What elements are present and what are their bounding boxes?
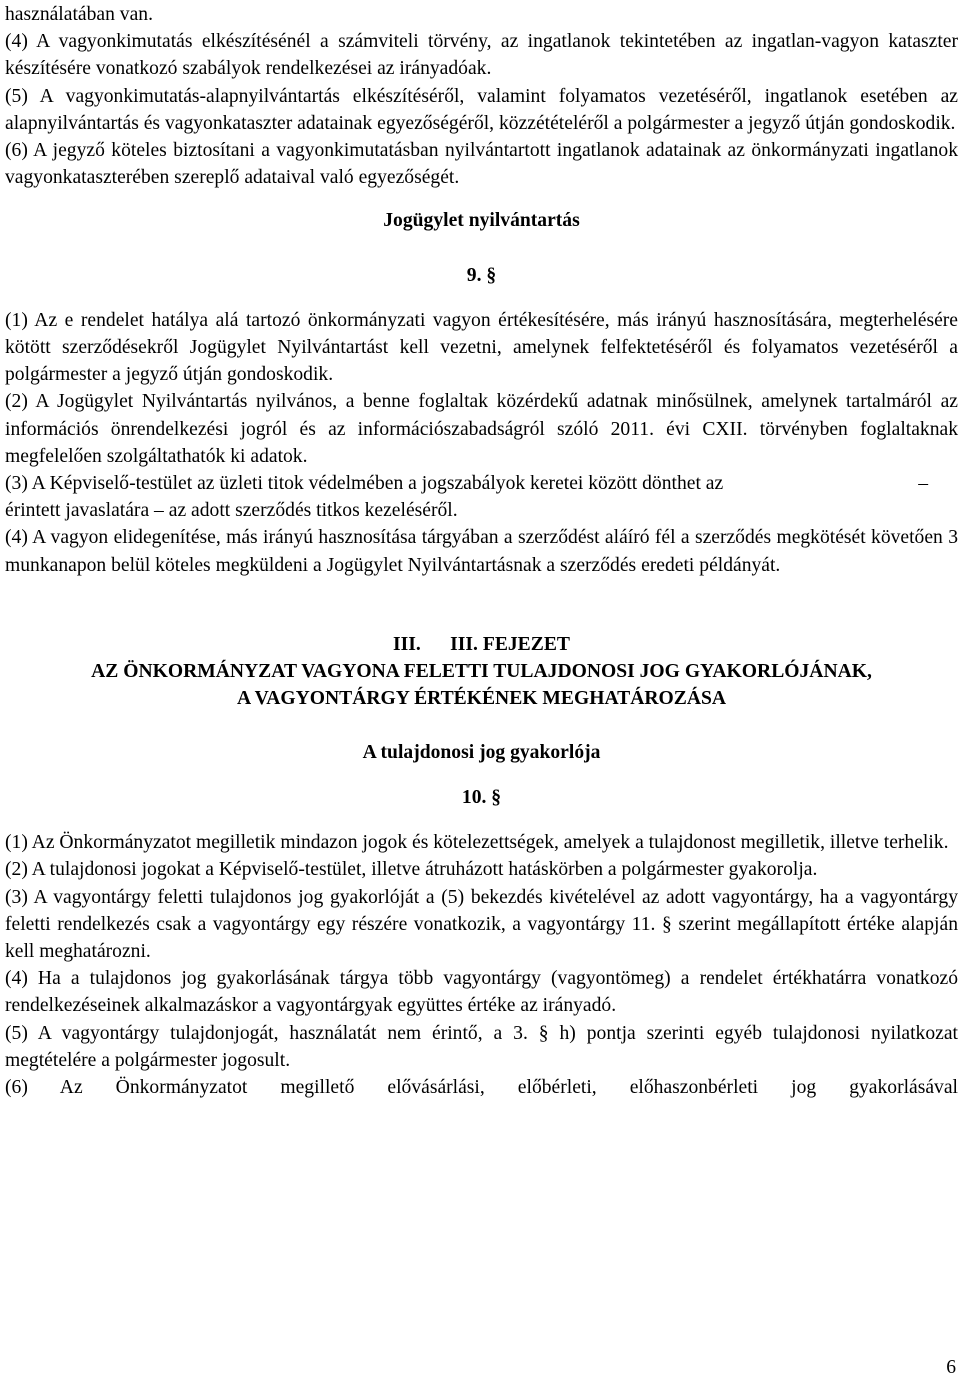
chapter-title-line-1: AZ ÖNKORMÁNYZAT VAGYONA FELETTI TULAJDONOSI JOG GYAKORLÓJÁNAK, [91,660,872,682]
s9-paragraph-3-line1 [5,470,958,497]
section-10-title: A tulajdonosi jog gyakorlója [362,741,601,763]
s10-paragraph-6: (6) Az Önkormányzatot megillető elővásárlási, előbérleti, előhaszonbérleti jog gyakorlásával [5,1077,958,1099]
s9-paragraph-3-text: (3) A Képviselő-testület az üzleti titok védelmében a jogszabályok keretei között dönthet az [5,473,724,495]
s10-paragraph-5: (5) A vagyontárgy tulajdonjogát, használatát nem érintő, a 3. § h) pontja szerinti egyéb tulajdonosi nyilatkozat megtételére a polgármester jogosult. [5,1022,958,1071]
s9-paragraph-3-line2: érintett javaslatára – az adott szerződés titkos kezeléséről. [5,500,458,522]
s9-paragraph-4: (4) A vagyon elidegenítése, más irányú hasznosítása tárgyában a szerződést aláíró fél a szerződés megkötését követően 3 munkanapon belül köteles megküldeni a Jogügylet Nyilvántartásnak a szerződés eredeti példányát. [5,527,958,576]
s10-paragraph-4: (4) Ha a tulajdonos jog gyakorlásának tárgya több vagyontárgy (vagyontömeg) a rendelet értékhatárra vonatkozó rendelkezéseinek alkalmazáskor a vagyontárgyak együttes értéke az irányadó. [5,968,958,1017]
s10-paragraph-1: (1) Az Önkormányzatot megilletik mindazon jogok és kötelezettségek, amelyek a tulajdonost megilletik, illetve terhelik. [5,832,949,854]
chapter-label: III. III. FEJEZET [393,633,570,655]
s8-paragraph-6: (6) A jegyző köteles biztosítani a vagyonkimutatásban nyilvántartott ingatlanok adatainak az önkormányzati ingatlanok vagyonkataszterében szereplő adataival való egyezőségét. [5,140,958,189]
s9-paragraph-3-dash: – [918,473,928,495]
s8-paragraph-5: (5) A vagyonkimutatás-alapnyilvántartás elkészítéséről, valamint folyamatos vezetéséről, ingatlanok esetében az alapnyilvántartás és vagyonkataszter adatainak egyezőségéről, közzétételéről a polgármester a jegyző útján gondoskodik. [5,85,958,134]
s10-paragraph-2: (2) A tulajdonosi jogokat a Képviselő-testület, illetve átruházott hatáskörben a polgármester gyakorolja. [5,859,818,881]
document-page [5,0,958,1101]
section-9-title: Jogügylet nyilvántartás [383,210,580,232]
page-number: 6 [946,1357,956,1378]
section-9-number: 9. § [466,264,497,286]
s9-paragraph-2: (2) A Jogügylet Nyilvántartás nyilvános, a benne foglaltak közérdekű adatnak minősülnek, amelynek tartalmáról az információs önrendelkezési jogról és az információszabadságról szóló 2011. évi CXII. törvényben foglaltaknak megfelelően szolgáltathatók ki adatok. [5,391,958,467]
s9-paragraph-1: (1) Az e rendelet hatálya alá tartozó önkormányzati vagyon értékesítésére, más irányú hasznosítására, megterhelésére kötött szerződésekről Jogügylet Nyilvántartást kell vezetni, amelynek felfektetéséről és folyamatos vezetéséről a polgármester a jegyző útján gondoskodik. [5,309,958,386]
chapter-title-line-2: A VAGYONTÁRGY ÉRTÉKÉNEK MEGHATÁROZÁSA [236,687,727,709]
s10-paragraph-3: (3) A vagyontárgy feletti tulajdonos jog gyakorlóját a (5) bekezdés kivételével az adott vagyontárgy, ha a vagyontárgy feletti rendelkezés csak a vagyontárgy egy részére vonatkozik, a vagyontárgy 11. § szerint megállapított értéke alapján kell meghatározni. [5,886,958,963]
top-fragment: használatában van. [5,4,153,25]
section-10-number: 10. § [461,787,502,809]
s8-paragraph-4: (4) A vagyonkimutatás elkészítésénél a számviteli törvény, az ingatlanok tekintetében az ingatlan-vagyon kataszter készítésére vonatkozó szabályok rendelkezései az irányadóak. [5,31,958,80]
